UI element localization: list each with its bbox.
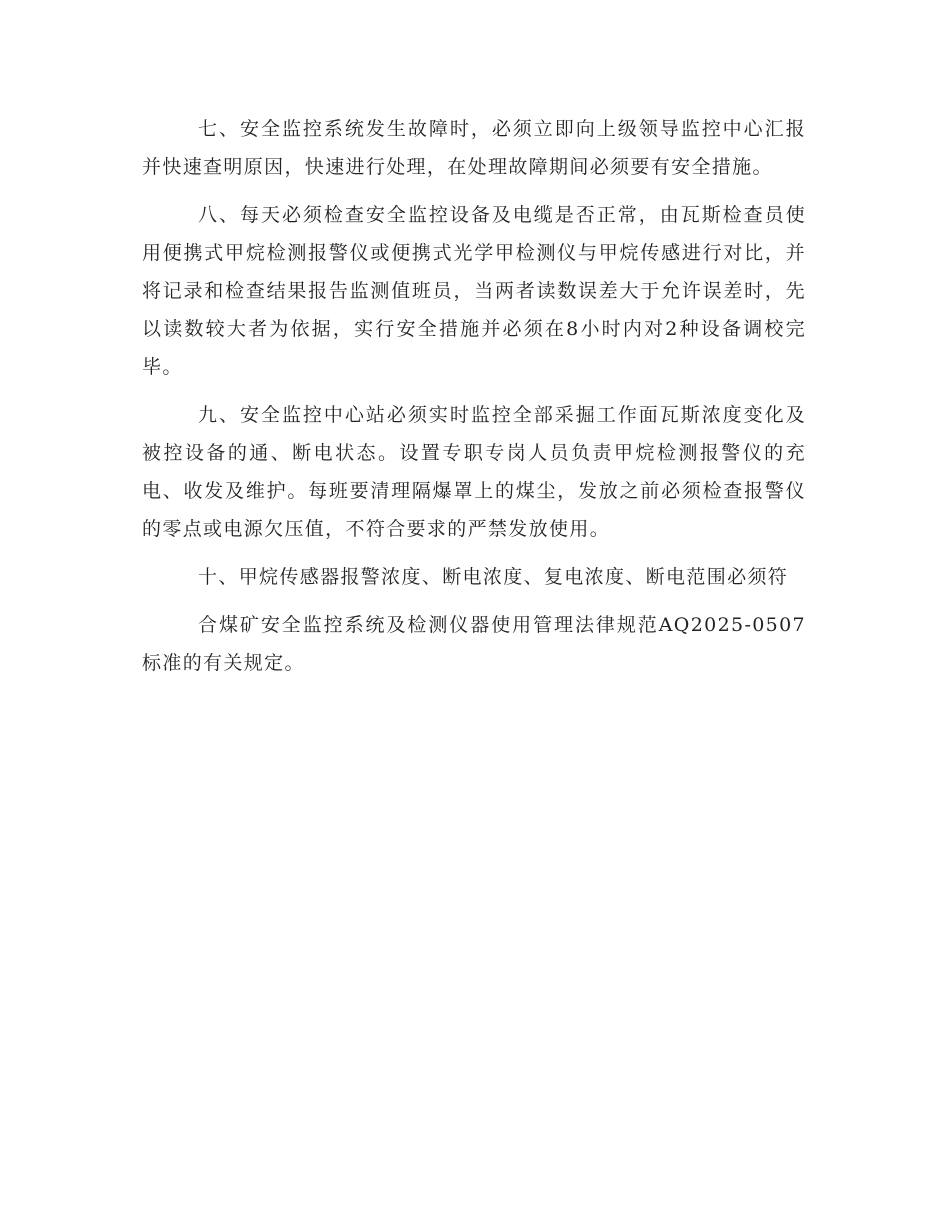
paragraph-8: 八、每天必须检查安全监控设备及电缆是否正常，由瓦斯检查员使用便携式甲烷检测报警仪或便携式光学甲检测仪与甲烷传感进行对比，并将记录和检查结果报告监测值班员，当两者读数误差大于允许误差时，先以读数较大者为依据，实行安全措施并必须在8小时内对2种设备调校完毕。	[142, 204, 806, 378]
paragraph-10-continued: 合煤矿安全监控系统及检测仪器使用管理法律规范AQ2025-0507标准的有关规定。	[142, 614, 806, 674]
paragraph-10: 十、甲烷传感器报警浓度、断电浓度、复电浓度、断电范围必须符	[198, 566, 789, 588]
paragraph-9: 九、安全监控中心站必须实时监控全部采掘工作面瓦斯浓度变化及被控设备的通、断电状态。设置专职专岗人员负责甲烷检测报警仪的充电、收发及维护。每班要清理隔爆罩上的煤尘，发放之前必须检查报警仪的零点或电源欠压值，不符合要求的严禁发放使用。	[142, 404, 806, 540]
paragraph-7: 七、安全监控系统发生故障时，必须立即向上级领导监控中心汇报并快速查明原因，快速进行处理，在处理故障期间必须要有安全措施。	[142, 118, 806, 178]
document-body	[142, 110, 806, 692]
